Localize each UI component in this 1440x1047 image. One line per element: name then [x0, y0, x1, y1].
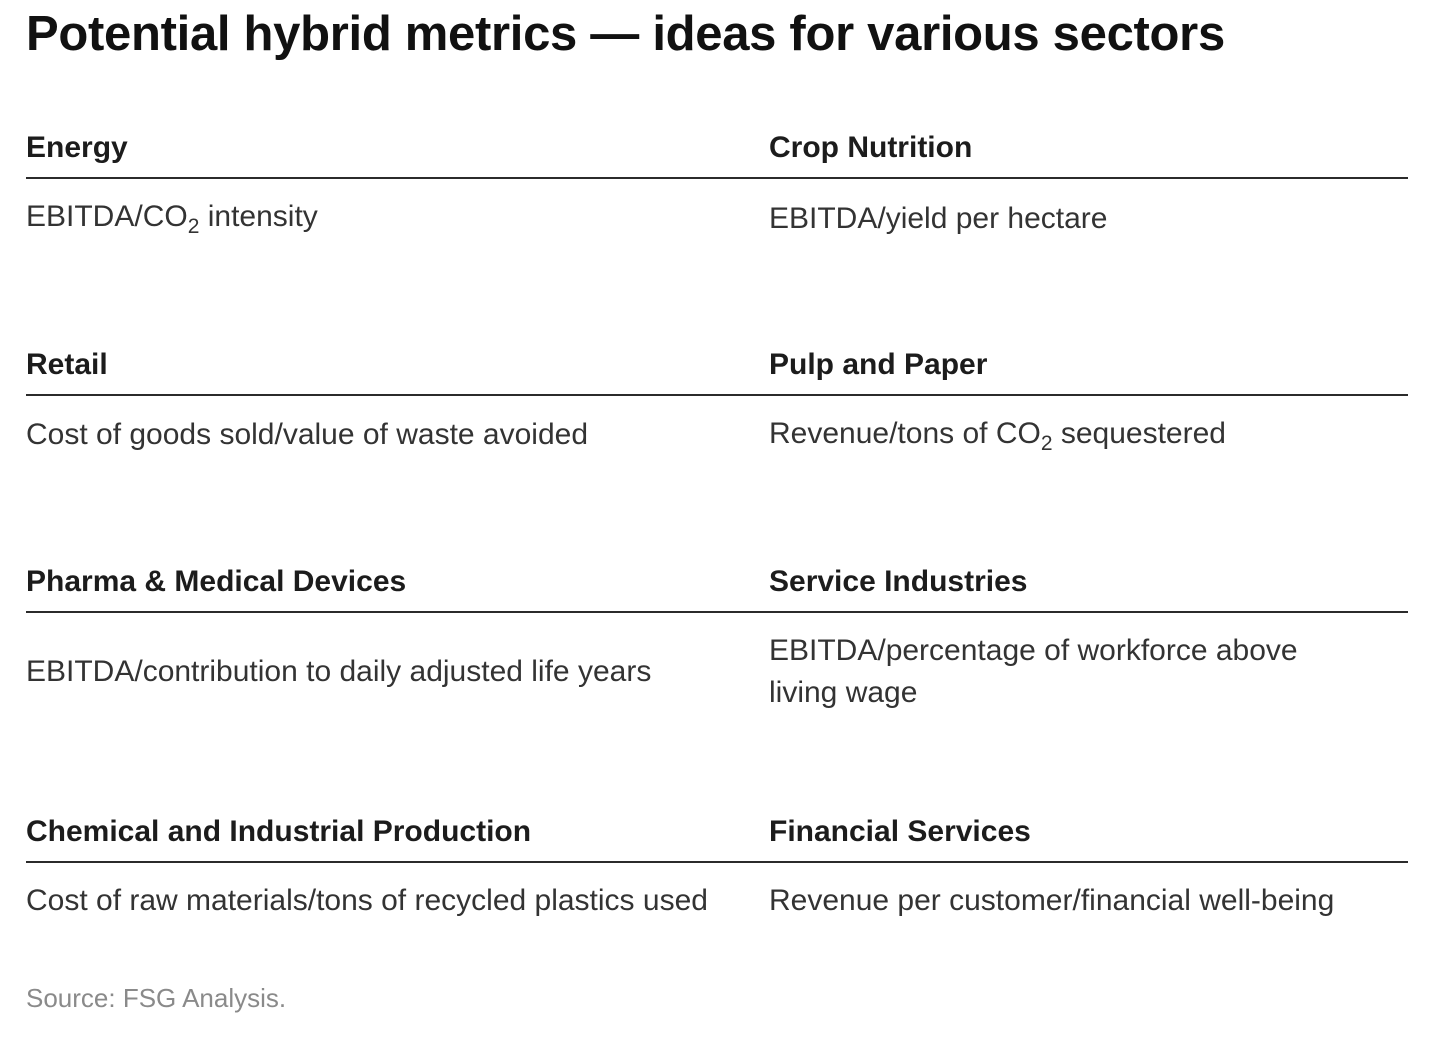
divider-line — [769, 861, 1408, 863]
sector-heading: Financial Services — [769, 815, 1031, 848]
metric-text: EBITDA/$CO_2$ intensity — [26, 200, 318, 238]
page-title: Potential hybrid metrics — ideas for various sectors — [26, 7, 1225, 61]
sector-heading: Service Industries — [769, 565, 1028, 598]
divider-line — [26, 611, 769, 613]
divider-line — [769, 177, 1408, 179]
metric-text: Cost of goods sold/value of waste avoided — [26, 418, 589, 451]
metric-text: EBITDA/contribution to daily adjusted life years — [26, 655, 652, 688]
metric-text: Revenue per customer/financial well-being — [769, 884, 1335, 917]
metric-text: Cost of raw materials/tons of recycled plastics used — [26, 884, 708, 917]
sector-heading: Crop Nutrition — [769, 131, 973, 164]
metric-text: Revenue/tons of $CO_2$ sequestered — [769, 417, 1226, 455]
divider-line — [26, 394, 769, 396]
sector-heading: Pulp and Paper — [769, 348, 988, 381]
source-note: Source: FSG Analysis. — [26, 983, 287, 1013]
sector-heading: Energy — [26, 131, 128, 164]
metric-text: EBITDA/percentage of workforce above living wage — [769, 634, 1298, 709]
metric-text: EBITDA/yield per hectare — [769, 202, 1108, 235]
divider-line — [26, 177, 769, 179]
sector-heading: Pharma & Medical Devices — [26, 565, 407, 598]
divider-line — [769, 394, 1408, 396]
sector-heading: Retail — [26, 348, 108, 381]
sector-heading: Chemical and Industrial Production — [26, 815, 532, 848]
divider-line — [26, 861, 769, 863]
divider-line — [769, 611, 1408, 613]
